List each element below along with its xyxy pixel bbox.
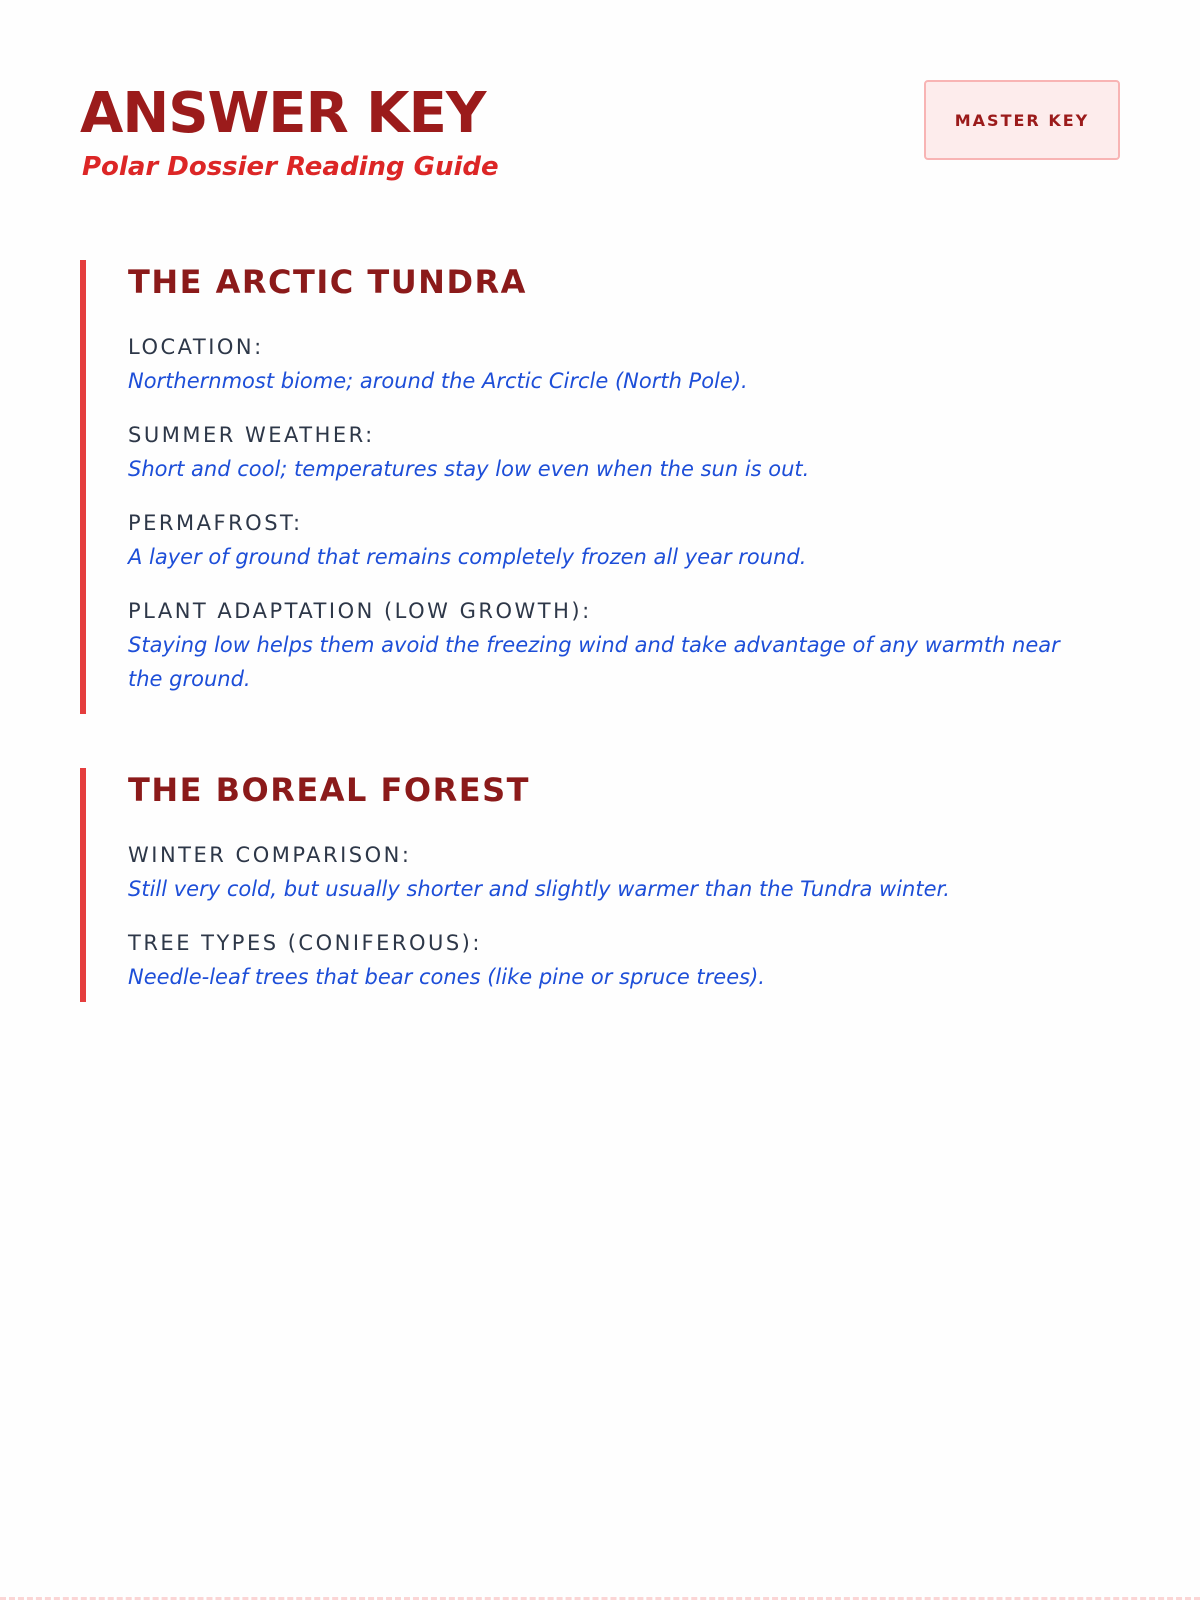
section-title: THE ARCTIC TUNDRA <box>128 263 527 301</box>
page-subtitle: Polar Dossier Reading Guide <box>82 152 499 182</box>
page-title: ANSWER KEY <box>80 81 486 146</box>
question-label: PLANT ADAPTATION (LOW GROWTH): <box>128 599 592 623</box>
question-label: PERMAFROST: <box>128 511 303 535</box>
question-label: SUMMER WEATHER: <box>128 423 375 447</box>
answer-text: Northernmost biome; around the Arctic Circle (North Pole). <box>128 369 748 393</box>
question-label: WINTER COMPARISON: <box>128 843 412 867</box>
answer-text: Still very cold, but usually shorter and slightly warmer than the Tundra winter. <box>128 877 950 901</box>
section-boreal-forest <box>80 768 1120 1002</box>
question-label: TREE TYPES (CONIFEROUS): <box>128 931 482 955</box>
answer-text: Short and cool; temperatures stay low even when the sun is out. <box>128 457 810 481</box>
answer-item <box>128 332 1120 398</box>
answer-item <box>128 508 1120 574</box>
answer-item <box>128 420 1120 486</box>
section-title: THE BOREAL FOREST <box>128 771 530 809</box>
answer-text: A layer of ground that remains completely frozen all year round. <box>128 545 807 569</box>
question-label: LOCATION: <box>128 335 264 359</box>
answer-item <box>128 928 1120 994</box>
master-key-badge: MASTER KEY <box>924 80 1120 160</box>
section-arctic-tundra <box>80 260 1120 714</box>
answer-key-page <box>80 0 1120 1600</box>
answer-text: Staying low helps them avoid the freezing wind and take advantage of any warmth near the ground. <box>128 633 1060 691</box>
header <box>80 80 1120 200</box>
answer-item <box>128 840 1120 906</box>
answer-text: Needle-leaf trees that bear cones (like pine or spruce trees). <box>128 965 765 989</box>
answer-item <box>128 596 1120 696</box>
